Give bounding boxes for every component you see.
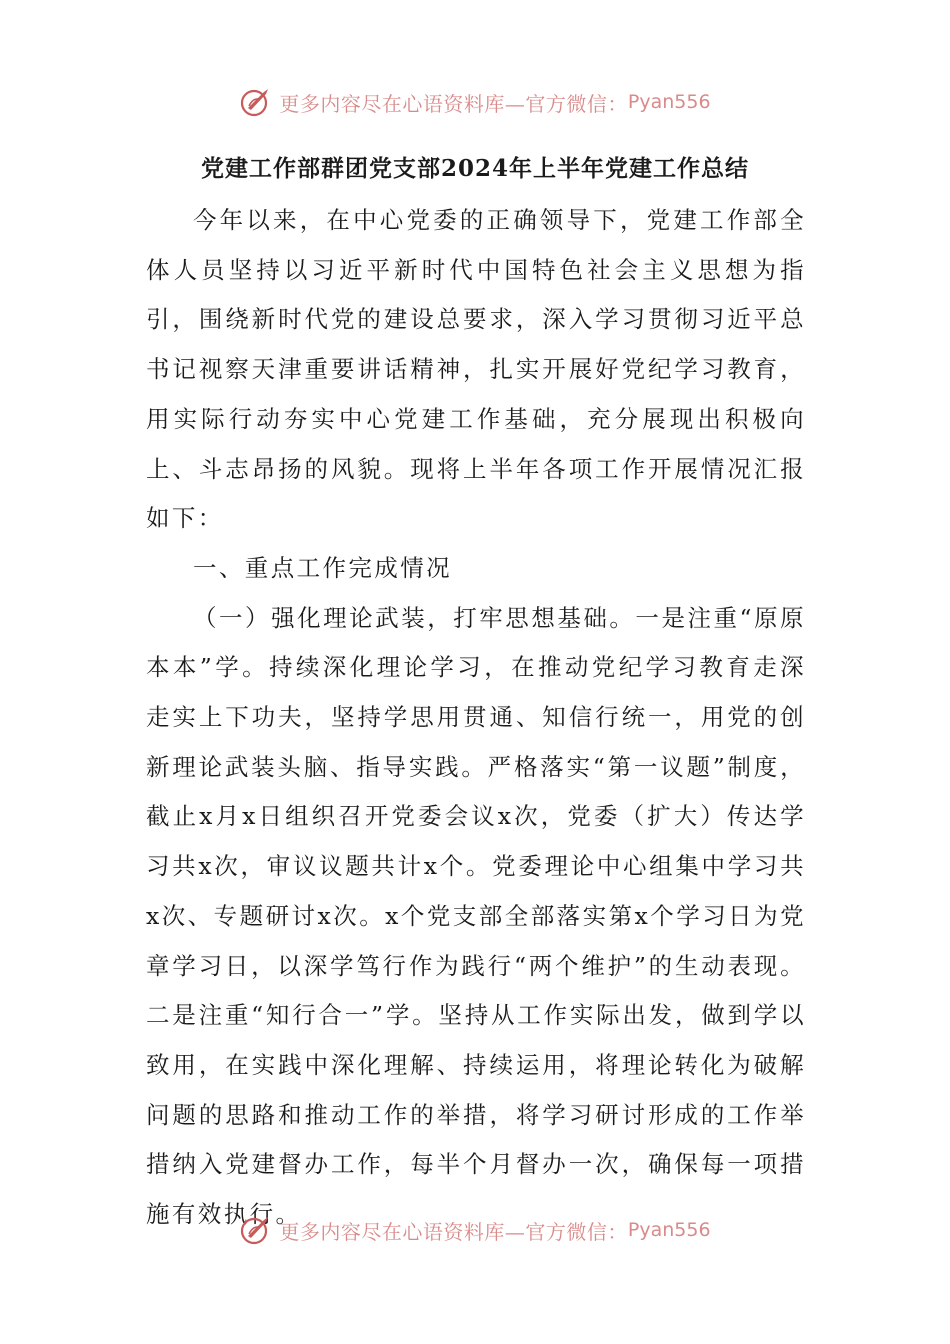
watermark-text: 更多内容尽在心语资料库—官方微信： <box>279 1219 628 1244</box>
document-body <box>146 196 806 1240</box>
pen-logo-icon <box>239 84 275 120</box>
watermark-wechat-id: Pyan556 <box>627 91 711 113</box>
document-title: 党建工作部群团党支部2024年上半年党建工作总结 <box>200 155 749 182</box>
watermark-text: 更多内容尽在心语资料库—官方微信： <box>279 91 628 116</box>
pen-logo-icon <box>239 1212 275 1248</box>
watermark-wechat-id: Pyan556 <box>627 1219 711 1241</box>
section-heading: 一、重点工作完成情况 <box>193 553 452 582</box>
watermark-banner-bottom <box>0 1210 950 1250</box>
paragraph-intro: 今年以来，在中心党委的正确领导下，党建工作部全体人员坚持以习近平新时代中国特色社会主义思想为指引，围绕新时代党的建设总要求，深入学习贯彻习近平总书记视察天津重要讲话精神，扎实开展好党纪学习教育，用实际行动夯实中心党建工作基础，充分展现出积极向上、斗志昂扬的风貌。现将上半年各项工作开展情况汇报如下： <box>146 206 806 533</box>
paragraph-theory: （一）强化理论武装，打牢思想基础。一是注重“原原本本”学。持续深化理论学习，在推动党纪学习教育走深走实上下功夫，坚持学思用贯通、知信行统一，用党的创新理论武装头脑、指导实践。严格落实“第一议题”制度，截止x月x日组织召开党委会议x次，党委（扩大）传达学习共x次，审议议题共计x个。党委理论中心组集中学习共x次、专题研讨x次。x个党支部全部落实第x个学习日为党章学习日，以深学笃行作为践行“两个维护”的生动表现。二是注重“知行合一”学。坚持从工作实际出发，做到学以致用，在实践中深化理解、持续运用，将理论转化为破解问题的思路和推动工作的举措，将学习研讨形成的工作举措纳入党建督办工作，每半个月督办一次，确保每一项措施有效执行。 <box>146 603 806 1229</box>
watermark-banner-top <box>0 82 950 122</box>
